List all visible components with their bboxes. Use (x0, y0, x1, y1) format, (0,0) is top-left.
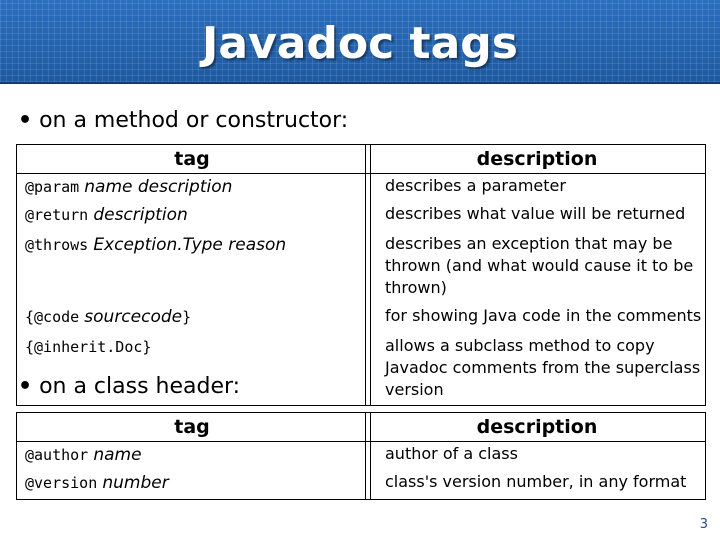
tag-code: @author (25, 446, 89, 464)
table-row (17, 175, 705, 203)
tag-code: {@code (25, 308, 80, 326)
desc-cell (373, 233, 713, 303)
bullet-dot: • (18, 374, 33, 399)
desc-line: describes an exception that may be (385, 234, 673, 253)
desc-line: thrown) (385, 278, 447, 297)
slide-title: Javadoc tags (202, 18, 518, 69)
tag-code: @version (25, 474, 98, 492)
bullet-dot: • (18, 108, 33, 133)
desc-cell (373, 305, 713, 333)
tag-arg: Exception.Type reason (93, 235, 287, 255)
tag-code: @return (25, 206, 89, 224)
tag-cell (17, 471, 375, 499)
tag-cell (17, 175, 375, 203)
table-header-row (17, 145, 705, 174)
page-number: 3 (699, 517, 708, 532)
tag-cell (17, 305, 375, 333)
desc-line: version (385, 380, 444, 399)
class-tags-table (16, 412, 706, 500)
tag-arg: description (93, 205, 188, 225)
tag-cell (17, 233, 375, 303)
desc-line: Javadoc comments from the superclass (385, 358, 701, 377)
desc-cell (373, 175, 713, 203)
desc-line: for showing Java code in the comments (385, 306, 702, 325)
section1-text: on a method or constructor: (39, 108, 349, 133)
table-row (17, 233, 705, 303)
desc-line: author of a class (385, 444, 518, 463)
table-row (17, 443, 705, 471)
tag-cell (17, 443, 375, 471)
desc-cell (373, 203, 713, 231)
tag-arg: sourcecode (84, 307, 183, 327)
tag-code: @param (25, 178, 80, 196)
table-row (17, 305, 705, 333)
tag-code: @throws (25, 236, 89, 254)
table-row (17, 203, 705, 231)
tag-arg: name description (84, 177, 233, 197)
tag-cell (17, 203, 375, 231)
method-tags-table (16, 144, 706, 406)
section2-text: on a class header: (39, 374, 241, 399)
header-description: description (476, 148, 598, 170)
desc-line: thrown (and what would cause it to be (385, 256, 694, 275)
tag-arg: number (102, 473, 169, 493)
tag-code-suffix: } (182, 308, 192, 326)
section2-bullet (18, 374, 244, 399)
desc-line: describes a parameter (385, 176, 566, 195)
desc-line: describes what value will be returned (385, 204, 686, 223)
header-description: description (476, 416, 598, 438)
desc-cell (373, 335, 713, 403)
tag-code: {@inherit.Doc} (25, 338, 152, 356)
table-header-row (17, 413, 705, 442)
desc-cell (373, 443, 713, 471)
table-row (17, 471, 705, 499)
desc-line: class's version number, in any format (385, 472, 687, 491)
section1-bullet (18, 108, 348, 133)
header-tag: tag (174, 416, 210, 438)
desc-line: allows a subclass method to copy (385, 336, 655, 355)
tag-arg: name (93, 445, 142, 465)
header-tag: tag (174, 148, 210, 170)
desc-cell (373, 471, 713, 499)
